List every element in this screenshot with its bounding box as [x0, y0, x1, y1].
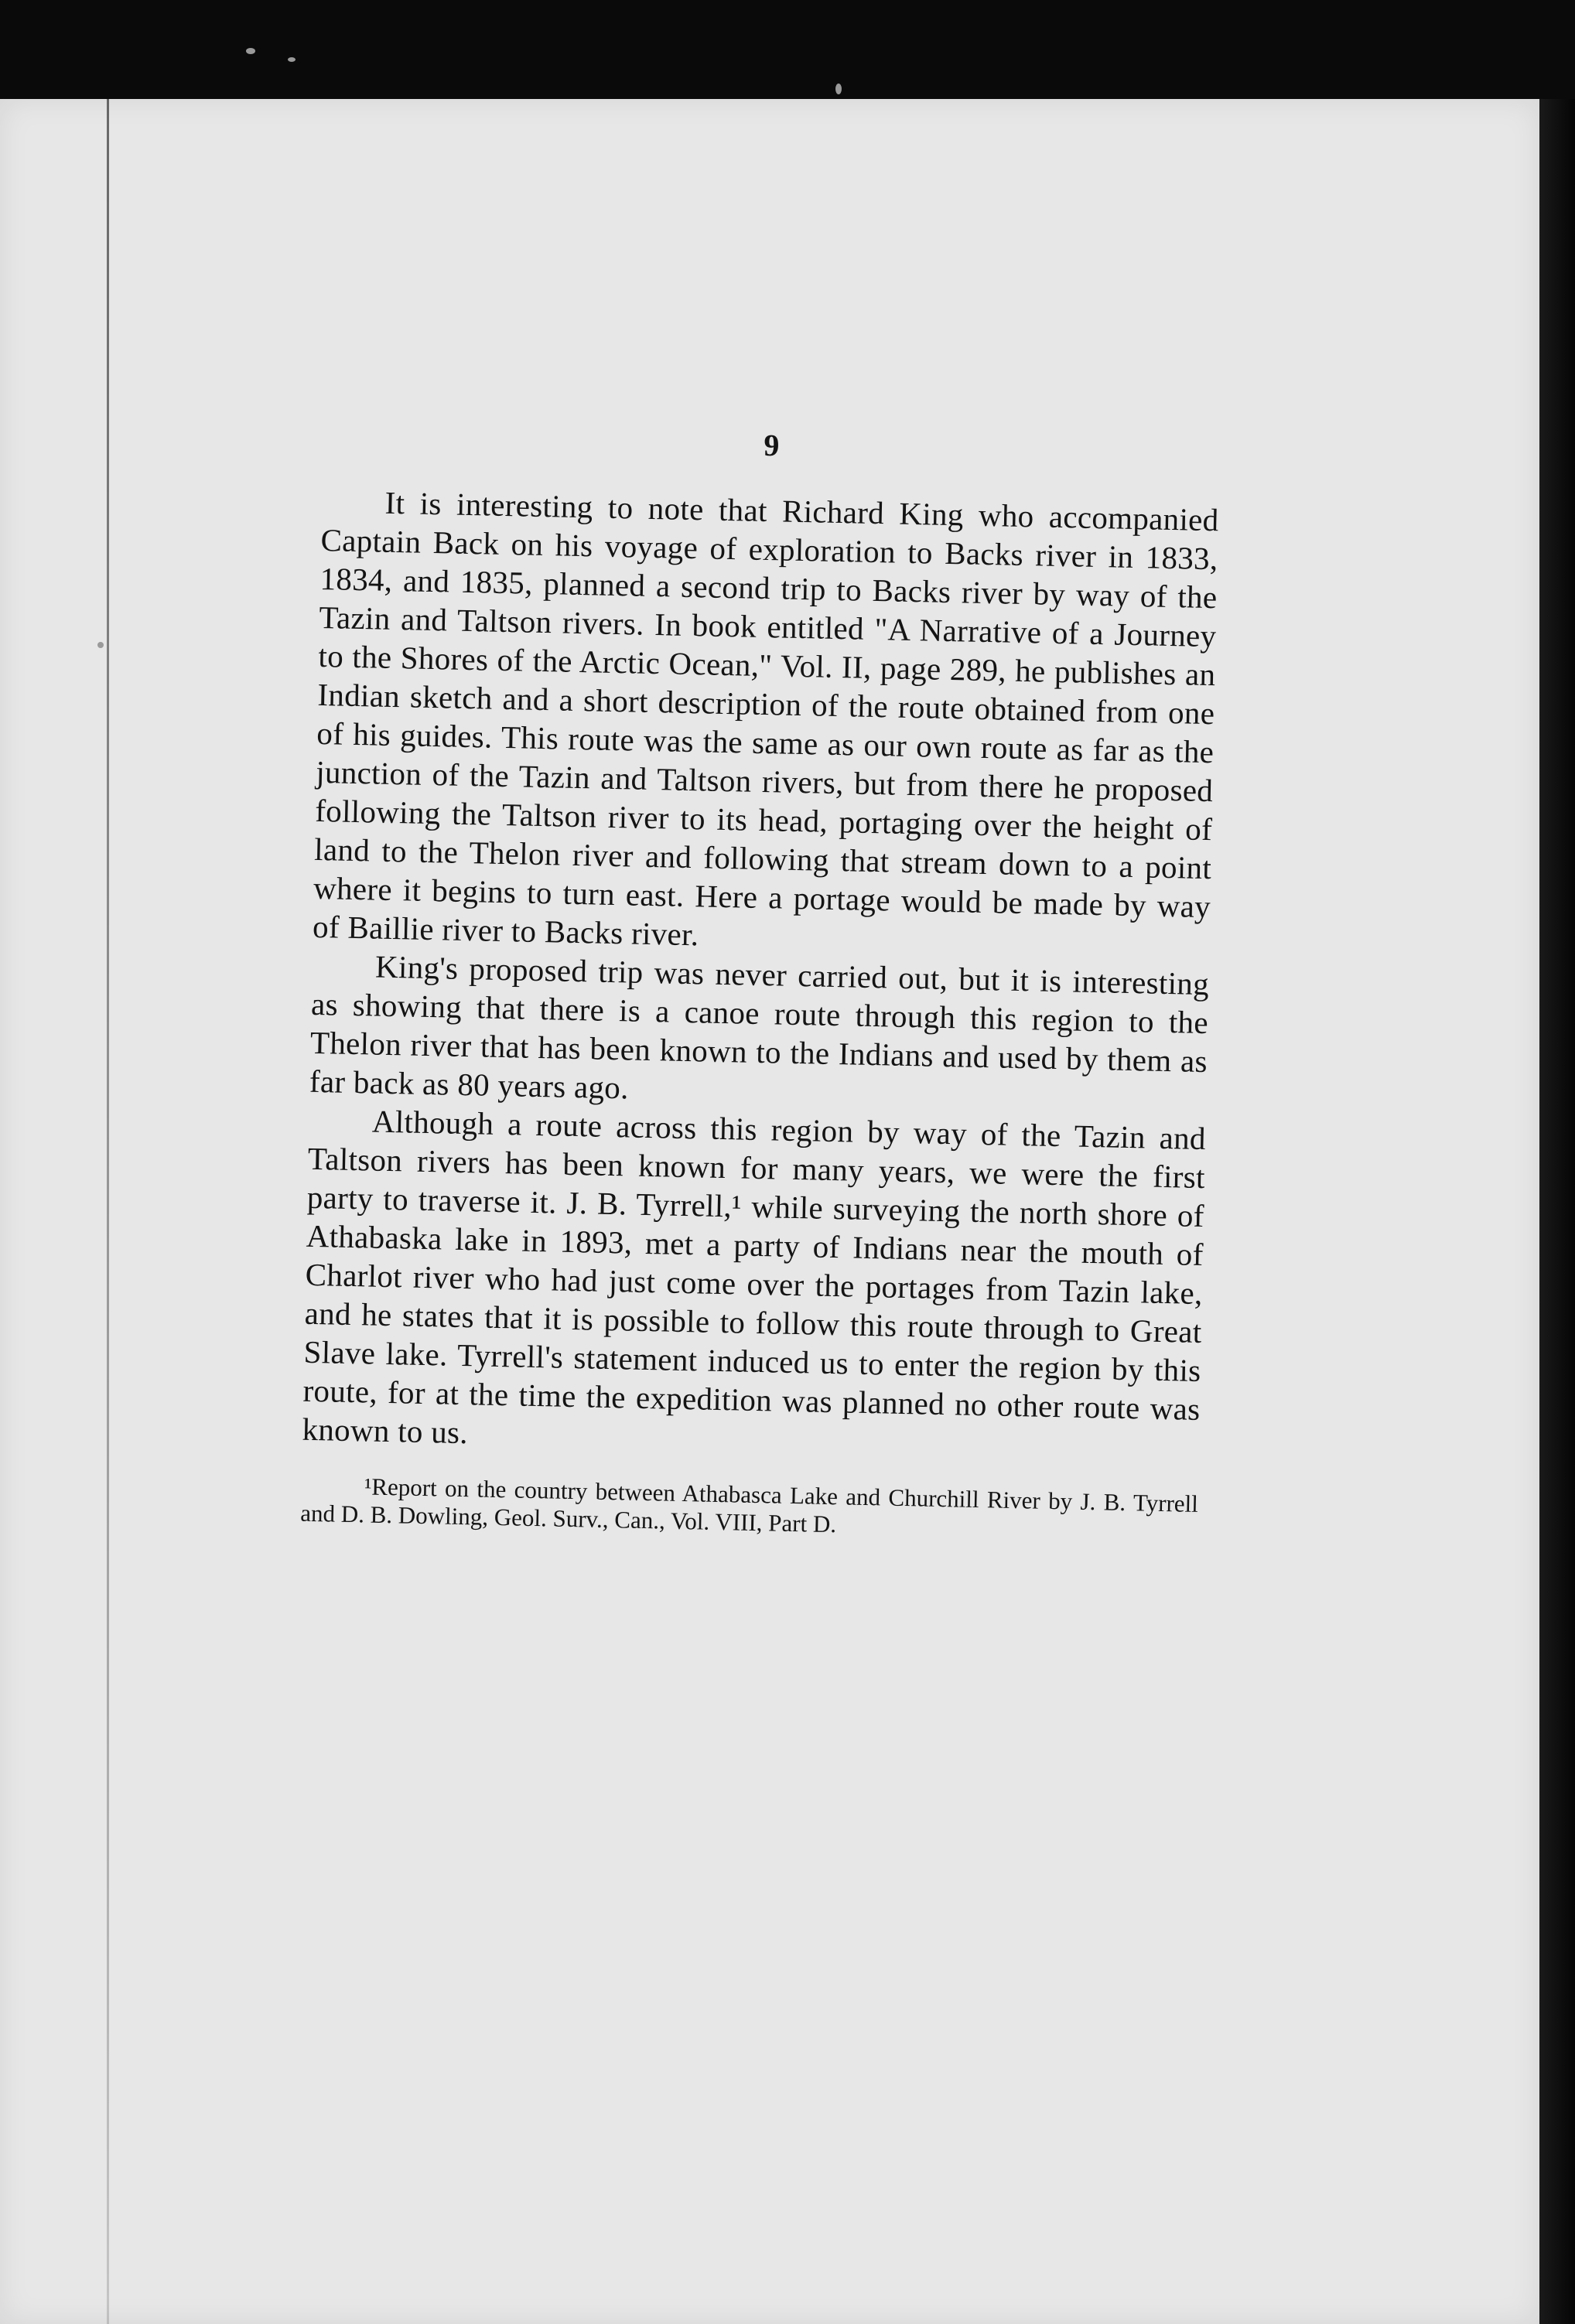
- page-fold-line: [107, 99, 109, 2324]
- paragraph-3: Although a route across this region by way of the Tazin and Taltson rivers has been known for many years, we were the first party to traverse it. J. B. Tyrrell,¹ while surveying the north shore of Athabaska lake in 1893, met a party of Indians near the mouth of Charlot river who had just come over the portages from Tazin lake, and he states that it is possible to follow this route through to Great Slave lake. Tyrrell's statement induced us to enter the region by this route, for at the time the expedition was planned no other route was known to us.: [302, 1103, 1207, 1451]
- scan-speck: [835, 84, 842, 94]
- paragraph-2: King's proposed trip was never carried out, but it is interesting as showing that there is a canoe route through this region to the Thelon river that has been known to the Indians and used by them as far back as 80 years ago.: [309, 948, 1210, 1106]
- paragraph-1: It is interesting to note that Richard King who accompanied Captain Back on his voyage of exploration to Backs river in 1833, 1834, and 1835, planned a second trip to Backs river by way of the Tazin and Taltson rivers. In book entitled "A Narrative of a Journey to the Shores of the Arctic Ocean," Vol. II, page 289, he publishes an Indian sketch and a short description of the route obtained from one of his guides. This route was the same as our own route as far as the junction of the Tazin and Taltson rivers, but from there he proposed following the Taltson river to its head, portaging over the height of land to the Thelon river and following that stream down to a point where it begins to turn east. Here a portage would be made by way of Baillie river to Backs river.: [312, 484, 1219, 953]
- scan-speck: [288, 57, 296, 62]
- page-number: 9: [763, 427, 780, 463]
- scan-speck: [97, 642, 104, 648]
- scan-speck: [246, 48, 255, 54]
- page-edge-shadow: [1539, 99, 1575, 2324]
- text-block: [299, 418, 1220, 1570]
- footnote: ¹Report on the country between Athabasca Lake and Churchill River by J. B. Tyrrell and D. B. Dowling, Geol. Surv., Can., Vol. VIII, Part D.: [299, 1473, 1199, 1538]
